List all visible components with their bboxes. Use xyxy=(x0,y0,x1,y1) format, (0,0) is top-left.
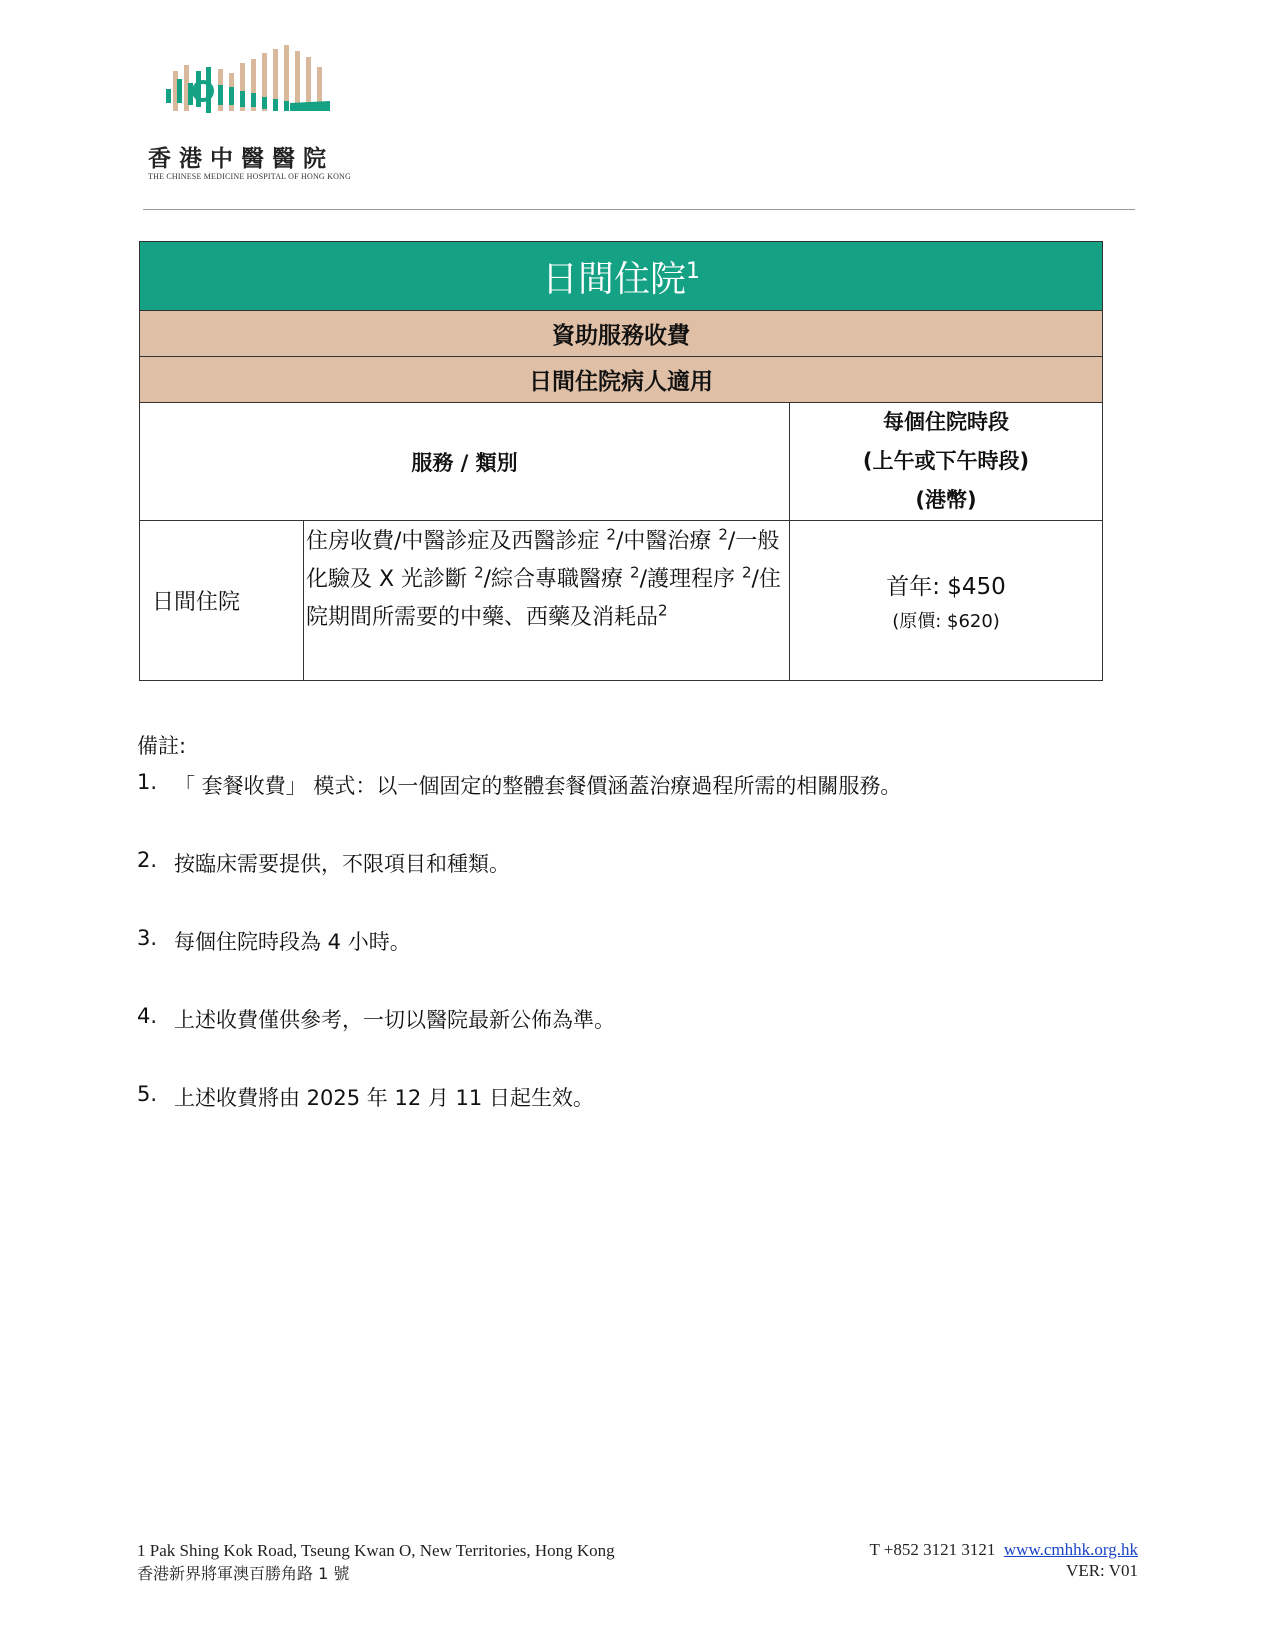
note-text: 「 套餐收費」 模式：以一個固定的整體套餐價涵蓋治療過程所需的相關服務。 xyxy=(174,774,902,798)
list-item xyxy=(137,1004,1137,1082)
price-original: (原價: $620) xyxy=(892,611,1000,632)
column-header-fee xyxy=(790,403,1103,521)
row-category: 日間住院 xyxy=(140,521,304,681)
table-header-row xyxy=(140,403,1103,521)
note-text: 每個住院時段為 4 小時。 xyxy=(174,930,411,954)
footer-address xyxy=(137,1539,615,1585)
footer-contact-line xyxy=(869,1539,1138,1560)
website-link[interactable]: www.cmhhk.org.hk xyxy=(1003,1540,1138,1559)
row-price xyxy=(790,521,1103,681)
table-applies-row xyxy=(140,357,1103,403)
note-number: 3. xyxy=(137,926,158,950)
footer-version: VER: V01 xyxy=(1066,1561,1138,1580)
table-subtitle: 資助服務收費 xyxy=(140,311,1103,357)
list-item xyxy=(137,1082,1137,1160)
note-text: 上述收費僅供參考，一切以醫院最新公佈為準。 xyxy=(174,1008,615,1032)
fee-header-line1: 每個住院時段 xyxy=(883,410,1009,434)
footer-address-cn: 香港新界將軍澳百勝角路 1 號 xyxy=(137,1564,350,1583)
note-number: 2. xyxy=(137,848,158,872)
footer-address-en: 1 Pak Shing Kok Road, Tseung Kwan O, New Territories, Hong Kong xyxy=(137,1541,615,1560)
price-current: 首年: $450 xyxy=(886,574,1006,600)
fee-header-line3: (港幣) xyxy=(915,488,977,512)
table-row xyxy=(140,521,1103,681)
note-text: 上述收費將由 2025 年 12 月 11 日起生效。 xyxy=(174,1086,594,1110)
note-number: 4. xyxy=(137,1004,158,1028)
title-footnote-ref: 1 xyxy=(686,258,701,284)
logo-mark-icon xyxy=(140,45,340,125)
header-divider xyxy=(143,209,1135,210)
table-title-row xyxy=(140,242,1103,311)
table-title: 日間住院$^1$ xyxy=(140,242,1103,311)
note-text: 按臨床需要提供，不限項目和種類。 xyxy=(174,852,510,876)
hospital-name-en: THE CHINESE MEDICINE HOSPITAL OF HONG KONG xyxy=(148,172,352,181)
fee-header-line2: (上午或下午時段) xyxy=(862,449,1030,473)
footer-phone: T +852 3121 3121 xyxy=(869,1540,996,1559)
table-subtitle-row xyxy=(140,311,1103,357)
notes-section xyxy=(137,730,1137,1160)
fee-table xyxy=(139,241,1103,681)
table-applies-to: 日間住院病人適用 xyxy=(140,357,1103,403)
hospital-logo xyxy=(140,45,380,125)
column-header-service: 服務 / 類別 xyxy=(140,403,790,521)
hospital-name-cn: 香港中醫醫院 xyxy=(148,145,334,172)
list-item xyxy=(137,926,1137,1004)
row-description: 住房收費/中醫診症及西醫診症 $^2$/中醫治療 $^2$/一般化驗及 X 光診斷 $^2$/綜合專職醫療 $^2$/護理程序 $^2$/住院期間所需要的中藥、西藥及消耗品$^2$ xyxy=(304,521,790,681)
note-number: 1. xyxy=(137,770,158,794)
list-item xyxy=(137,770,1137,848)
list-item xyxy=(137,848,1137,926)
footer-contact xyxy=(869,1539,1138,1581)
notes-title: 備註: xyxy=(137,734,187,758)
note-number: 5. xyxy=(137,1082,158,1106)
